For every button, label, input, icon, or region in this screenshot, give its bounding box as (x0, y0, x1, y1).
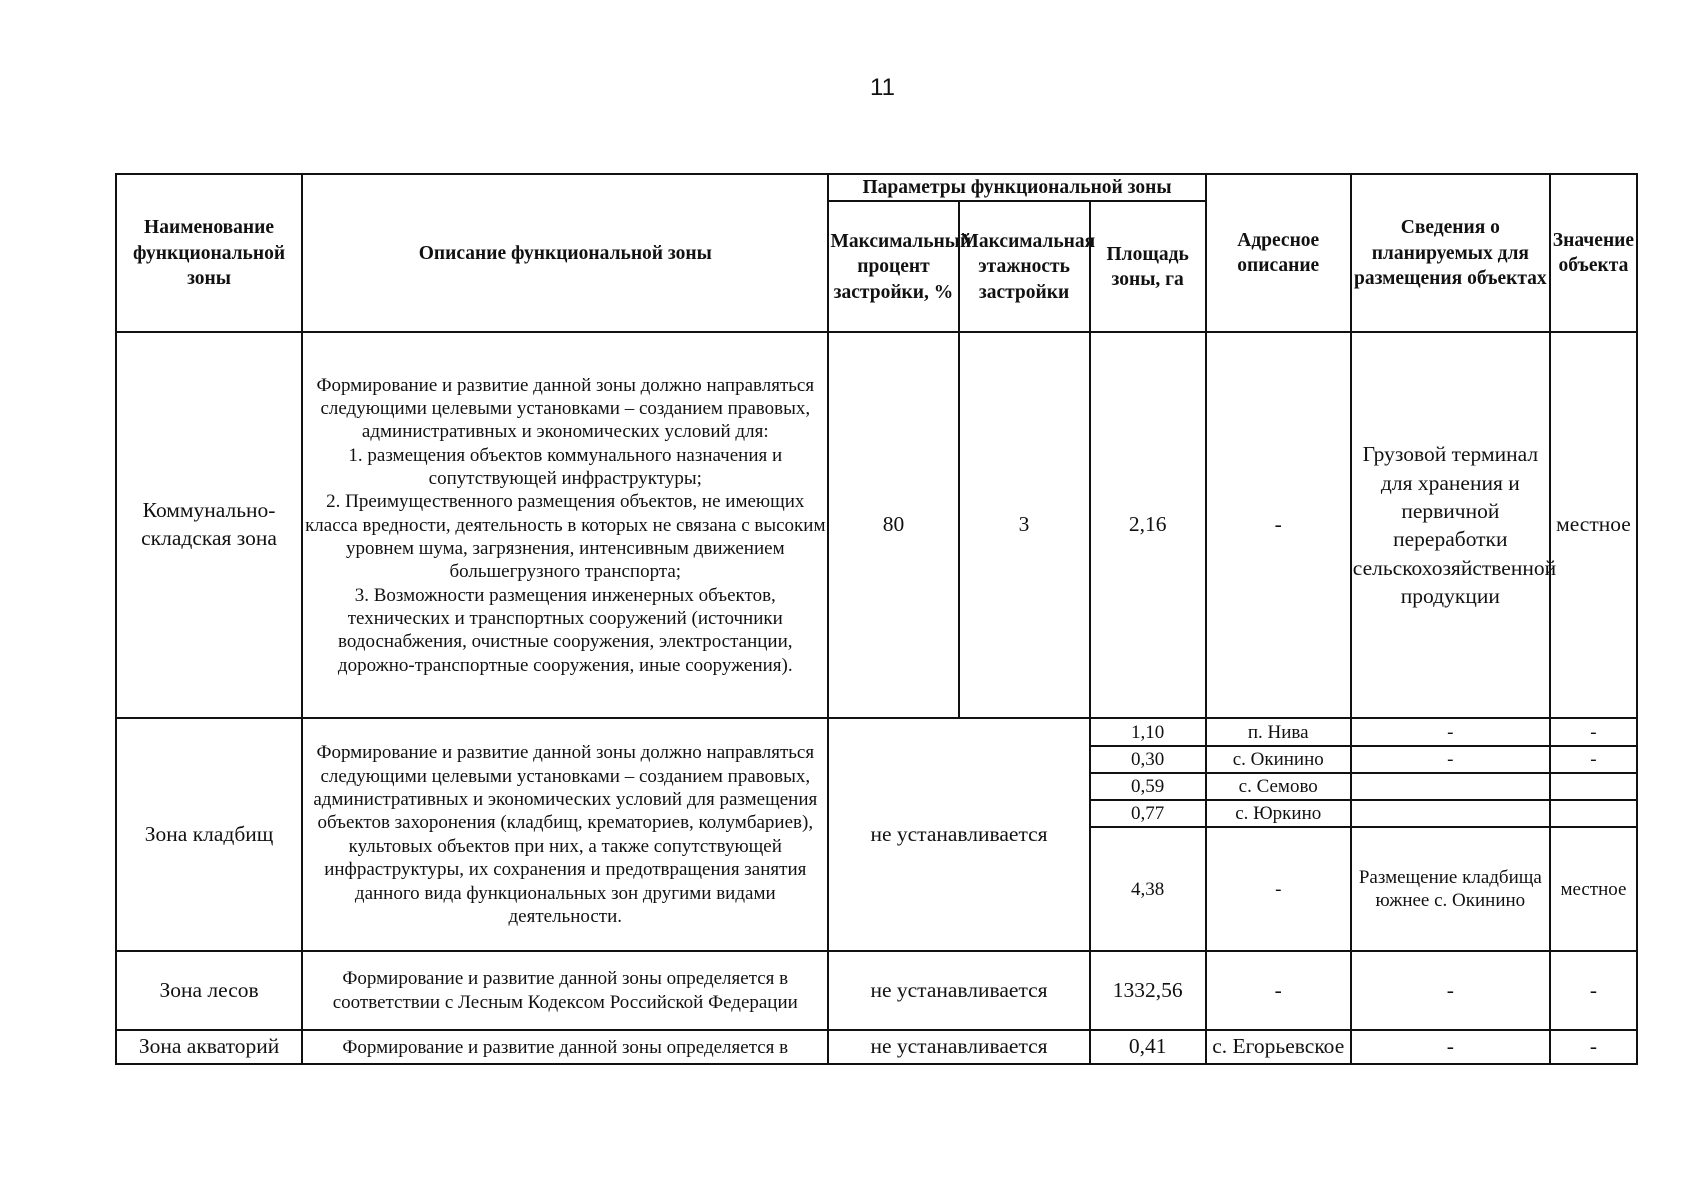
max-floors-cell: 3 (959, 332, 1090, 718)
params-not-set-cell: не устанавливается (828, 951, 1089, 1030)
zone-name-cell: Коммунально-складская зона (116, 332, 302, 718)
area-cell: 2,16 (1090, 332, 1206, 718)
header-zone-description: Описание функциональной зоны (302, 174, 828, 332)
header-max-floors: Максимальная этажность застройки (959, 201, 1090, 332)
significance-cell: местное (1550, 332, 1637, 718)
max-build-percent-cell: 80 (828, 332, 958, 718)
area-cell: 0,59 (1090, 773, 1206, 800)
area-cell: 0,41 (1090, 1030, 1206, 1064)
area-cell: 0,30 (1090, 746, 1206, 773)
table-row (116, 718, 1637, 746)
zone-name-cell: Зона лесов (116, 951, 302, 1030)
header-object-significance: Значение объекта (1550, 174, 1637, 332)
significance-cell: - (1550, 746, 1637, 773)
zone-name-cell: Зона кладбищ (116, 718, 302, 951)
table-row (116, 951, 1637, 1030)
planned-objects-cell: Размещение кладбища южнее с. Окинино (1351, 827, 1550, 951)
zone-description-item: 3. Возможности размещения инженерных объектов, технических и транспортных сооружений (источники водоснабжения, очистные сооружения, электростанции, дорожно-транспортные сооружения, иные сооружения). (337, 584, 793, 676)
zone-description-cell: Формирование и развитие данной зоны определяется в (302, 1030, 828, 1064)
params-not-set-cell: не устанавливается (828, 718, 1089, 951)
area-cell: 0,77 (1090, 800, 1206, 827)
planned-objects-cell: Грузовой терминал для хранения и первичной переработки сельскохозяйственной продукции (1351, 332, 1550, 718)
area-cell: 1,10 (1090, 718, 1206, 746)
significance-cell: местное (1550, 827, 1637, 951)
planned-objects-cell: - (1351, 746, 1550, 773)
address-cell: с. Окинино (1206, 746, 1351, 773)
params-not-set-cell: не устанавливается (828, 1030, 1089, 1064)
zone-description-cell: Формирование и развитие данной зоны должно направляться следующими целевыми установками – созданием правовых, административных и экономических условий для размещения объектов захоронения (кладбищ, крематориев, колумбариев), культовых объектов при них, а также сопутствующей инфраструктуры, их сохранения и предотвращения занятия данного вида функциональных зон другими видами деятельности. (302, 718, 828, 951)
header-max-build-percent: Максимальный процент застройки, % (828, 201, 958, 332)
planned-objects-cell (1351, 773, 1550, 800)
planned-objects-cell (1351, 800, 1550, 827)
zone-description-item: 1. размещения объектов коммунального назначения и сопутствующей инфраструктуры; (348, 444, 783, 489)
header-area: Площадь зоны, га (1090, 201, 1206, 332)
planned-objects-cell: - (1351, 718, 1550, 746)
significance-cell (1550, 800, 1637, 827)
significance-cell: - (1550, 1030, 1637, 1064)
area-cell: 1332,56 (1090, 951, 1206, 1030)
header-params-group: Параметры функциональной зоны (828, 174, 1205, 201)
address-cell: - (1206, 951, 1351, 1030)
address-cell: - (1206, 827, 1351, 951)
address-cell: с. Юркино (1206, 800, 1351, 827)
zone-description-cell: Формирование и развитие данной зоны определяется в соответствии с Лесным Кодексом Российской Федерации (302, 951, 828, 1030)
table-header (116, 174, 1637, 332)
address-cell: п. Нива (1206, 718, 1351, 746)
page-number: 11 (870, 74, 895, 101)
zone-description-cell (302, 332, 828, 718)
zone-name-cell: Зона акваторий (116, 1030, 302, 1064)
significance-cell (1550, 773, 1637, 800)
zone-description-item: 2. Преимущественного размещения объектов, не имеющих класса вредности, деятельность в которых не связана с высоким уровнем шума, загрязнения, интенсивным движением большегрузного транспорта; (305, 491, 826, 583)
header-zone-name: Наименование функциональной зоны (116, 174, 302, 332)
area-cell: 4,38 (1090, 827, 1206, 951)
address-cell: с. Семово (1206, 773, 1351, 800)
planned-objects-cell: - (1351, 1030, 1550, 1064)
table-row (116, 332, 1637, 718)
table-row (116, 1030, 1637, 1064)
functional-zones-table (115, 173, 1638, 1065)
significance-cell: - (1550, 951, 1637, 1030)
significance-cell: - (1550, 718, 1637, 746)
planned-objects-cell: - (1351, 951, 1550, 1030)
address-cell: с. Егорьевское (1206, 1030, 1351, 1064)
header-planned-objects: Сведения о планируемых для размещения объектах (1351, 174, 1550, 332)
address-cell: - (1206, 332, 1351, 718)
header-address: Адресное описание (1206, 174, 1351, 332)
zone-description-intro: Формирование и развитие данной зоны должно направляться следующими целевыми установками – созданием правовых, административных и экономических условий для: (316, 374, 815, 443)
